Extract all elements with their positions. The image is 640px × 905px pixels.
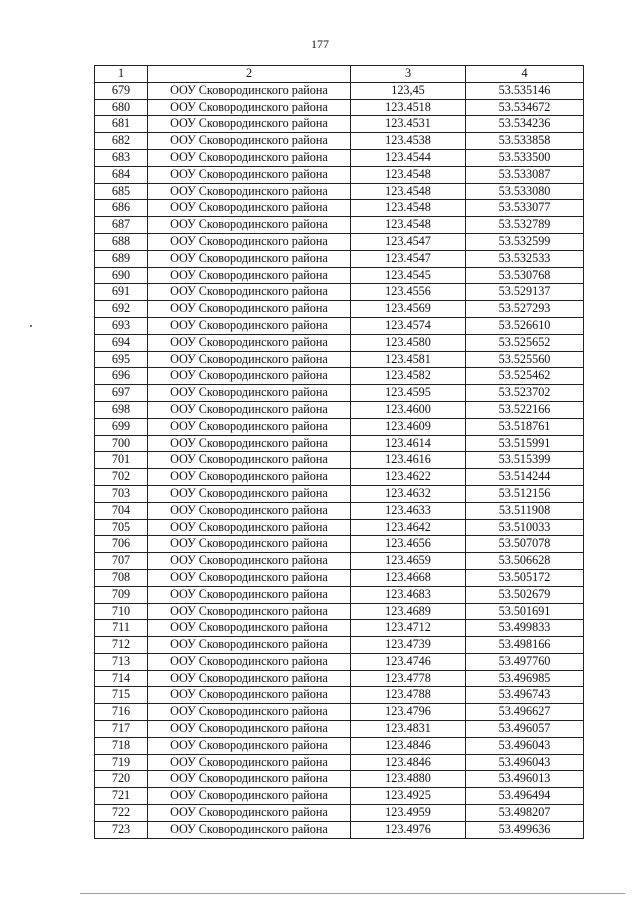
longitude-cell: 123.4544	[351, 149, 466, 166]
owner-name-cell: ООУ Сковородинского района	[148, 603, 351, 620]
latitude-cell: 53.501691	[466, 603, 584, 620]
latitude-cell: 53.515399	[466, 452, 584, 469]
table-body	[95, 82, 584, 838]
latitude-cell: 53.507078	[466, 536, 584, 553]
owner-name-cell: ООУ Сковородинского района	[148, 653, 351, 670]
owner-name-cell: ООУ Сковородинского района	[148, 502, 351, 519]
longitude-cell: 123.4609	[351, 418, 466, 435]
latitude-cell: 53.505172	[466, 569, 584, 586]
row-number-cell: 685	[95, 183, 148, 200]
table-row	[95, 788, 584, 805]
table-row	[95, 166, 584, 183]
owner-name-cell: ООУ Сковородинского района	[148, 133, 351, 150]
longitude-cell: 123.4632	[351, 485, 466, 502]
longitude-cell: 123.4616	[351, 452, 466, 469]
owner-name-cell: ООУ Сковородинского района	[148, 620, 351, 637]
longitude-cell: 123.4518	[351, 99, 466, 116]
longitude-cell: 123.4614	[351, 435, 466, 452]
latitude-cell: 53.496627	[466, 704, 584, 721]
row-number-cell: 687	[95, 217, 148, 234]
row-number-cell: 692	[95, 301, 148, 318]
table-header	[95, 66, 584, 83]
table-row	[95, 737, 584, 754]
owner-name-cell: ООУ Сковородинского района	[148, 805, 351, 822]
longitude-cell: 123.4600	[351, 401, 466, 418]
table-row	[95, 704, 584, 721]
table-row	[95, 754, 584, 771]
latitude-cell: 53.533087	[466, 166, 584, 183]
table-row	[95, 116, 584, 133]
row-number-cell: 722	[95, 805, 148, 822]
latitude-cell: 53.522166	[466, 401, 584, 418]
longitude-cell: 123.4595	[351, 385, 466, 402]
longitude-cell: 123.4976	[351, 821, 466, 838]
table-row	[95, 586, 584, 603]
table-row	[95, 502, 584, 519]
table-row	[95, 183, 584, 200]
table-row	[95, 435, 584, 452]
owner-name-cell: ООУ Сковородинского района	[148, 788, 351, 805]
owner-name-cell: ООУ Сковородинского района	[148, 401, 351, 418]
row-number-cell: 719	[95, 754, 148, 771]
longitude-cell: 123.4846	[351, 754, 466, 771]
row-number-cell: 696	[95, 368, 148, 385]
row-number-cell: 706	[95, 536, 148, 553]
header-col-2: 2	[148, 66, 351, 83]
latitude-cell: 53.502679	[466, 586, 584, 603]
latitude-cell: 53.529137	[466, 284, 584, 301]
table-row	[95, 569, 584, 586]
row-number-cell: 691	[95, 284, 148, 301]
longitude-cell: 123.4746	[351, 653, 466, 670]
row-number-cell: 694	[95, 334, 148, 351]
row-number-cell: 702	[95, 469, 148, 486]
longitude-cell: 123.4548	[351, 183, 466, 200]
longitude-cell: 123.4548	[351, 166, 466, 183]
longitude-cell: 123.4831	[351, 721, 466, 738]
longitude-cell: 123.4683	[351, 586, 466, 603]
longitude-cell: 123.4659	[351, 553, 466, 570]
owner-name-cell: ООУ Сковородинского района	[148, 217, 351, 234]
table-row	[95, 284, 584, 301]
row-number-cell: 720	[95, 771, 148, 788]
table-row	[95, 233, 584, 250]
row-number-cell: 688	[95, 233, 148, 250]
owner-name-cell: ООУ Сковородинского района	[148, 485, 351, 502]
table-row	[95, 821, 584, 838]
owner-name-cell: ООУ Сковородинского района	[148, 586, 351, 603]
row-number-cell: 697	[95, 385, 148, 402]
row-number-cell: 714	[95, 670, 148, 687]
owner-name-cell: ООУ Сковородинского района	[148, 233, 351, 250]
owner-name-cell: ООУ Сковородинского района	[148, 368, 351, 385]
row-number-cell: 723	[95, 821, 148, 838]
owner-name-cell: ООУ Сковородинского района	[148, 569, 351, 586]
latitude-cell: 53.515991	[466, 435, 584, 452]
row-number-cell: 698	[95, 401, 148, 418]
owner-name-cell: ООУ Сковородинского района	[148, 704, 351, 721]
longitude-cell: 123.4959	[351, 805, 466, 822]
row-number-cell: 717	[95, 721, 148, 738]
row-number-cell: 713	[95, 653, 148, 670]
longitude-cell: 123.4846	[351, 737, 466, 754]
header-col-3: 3	[351, 66, 466, 83]
table-row	[95, 250, 584, 267]
longitude-cell: 123.4547	[351, 250, 466, 267]
latitude-cell: 53.518761	[466, 418, 584, 435]
scan-mark	[30, 325, 32, 327]
owner-name-cell: ООУ Сковородинского района	[148, 334, 351, 351]
latitude-cell: 53.525652	[466, 334, 584, 351]
longitude-cell: 123.4633	[351, 502, 466, 519]
latitude-cell: 53.506628	[466, 553, 584, 570]
table-row	[95, 267, 584, 284]
row-number-cell: 707	[95, 553, 148, 570]
row-number-cell: 682	[95, 133, 148, 150]
latitude-cell: 53.496743	[466, 687, 584, 704]
row-number-cell: 689	[95, 250, 148, 267]
table-row	[95, 653, 584, 670]
longitude-cell: 123.4788	[351, 687, 466, 704]
longitude-cell: 123.4642	[351, 519, 466, 536]
owner-name-cell: ООУ Сковородинского района	[148, 166, 351, 183]
longitude-cell: 123.4668	[351, 569, 466, 586]
latitude-cell: 53.496043	[466, 754, 584, 771]
row-number-cell: 712	[95, 637, 148, 654]
table-row	[95, 620, 584, 637]
table-row	[95, 317, 584, 334]
owner-name-cell: ООУ Сковородинского района	[148, 267, 351, 284]
table-row	[95, 805, 584, 822]
owner-name-cell: ООУ Сковородинского района	[148, 351, 351, 368]
row-number-cell: 679	[95, 82, 148, 99]
row-number-cell: 701	[95, 452, 148, 469]
owner-name-cell: ООУ Сковородинского района	[148, 754, 351, 771]
table-row	[95, 351, 584, 368]
row-number-cell: 721	[95, 788, 148, 805]
table-row	[95, 217, 584, 234]
row-number-cell: 711	[95, 620, 148, 637]
longitude-cell: 123.4689	[351, 603, 466, 620]
row-number-cell: 693	[95, 317, 148, 334]
table-row	[95, 670, 584, 687]
row-number-cell: 699	[95, 418, 148, 435]
latitude-cell: 53.526610	[466, 317, 584, 334]
latitude-cell: 53.532599	[466, 233, 584, 250]
longitude-cell: 123.4580	[351, 334, 466, 351]
longitude-cell: 123.4712	[351, 620, 466, 637]
latitude-cell: 53.535146	[466, 82, 584, 99]
longitude-cell: 123.4739	[351, 637, 466, 654]
owner-name-cell: ООУ Сковородинского района	[148, 637, 351, 654]
owner-name-cell: ООУ Сковородинского района	[148, 149, 351, 166]
table-row	[95, 149, 584, 166]
owner-name-cell: ООУ Сковородинского района	[148, 519, 351, 536]
owner-name-cell: ООУ Сковородинского района	[148, 821, 351, 838]
owner-name-cell: ООУ Сковородинского района	[148, 183, 351, 200]
row-number-cell: 686	[95, 200, 148, 217]
table-row	[95, 469, 584, 486]
table-row	[95, 687, 584, 704]
table-row	[95, 721, 584, 738]
owner-name-cell: ООУ Сковородинского района	[148, 317, 351, 334]
latitude-cell: 53.510033	[466, 519, 584, 536]
table-row	[95, 401, 584, 418]
longitude-cell: 123.4796	[351, 704, 466, 721]
scan-edge-line	[80, 893, 625, 894]
longitude-cell: 123.4556	[351, 284, 466, 301]
table-row	[95, 771, 584, 788]
owner-name-cell: ООУ Сковородинского района	[148, 721, 351, 738]
coordinates-table	[94, 65, 584, 839]
latitude-cell: 53.512156	[466, 485, 584, 502]
header-row	[95, 66, 584, 83]
table-row	[95, 485, 584, 502]
row-number-cell: 690	[95, 267, 148, 284]
longitude-cell: 123.4548	[351, 217, 466, 234]
row-number-cell: 680	[95, 99, 148, 116]
row-number-cell: 695	[95, 351, 148, 368]
latitude-cell: 53.534236	[466, 116, 584, 133]
row-number-cell: 705	[95, 519, 148, 536]
page-number: 177	[311, 37, 329, 51]
latitude-cell: 53.530768	[466, 267, 584, 284]
latitude-cell: 53.533080	[466, 183, 584, 200]
table-row	[95, 536, 584, 553]
table-row	[95, 368, 584, 385]
latitude-cell: 53.532533	[466, 250, 584, 267]
latitude-cell: 53.525462	[466, 368, 584, 385]
latitude-cell: 53.497760	[466, 653, 584, 670]
latitude-cell: 53.523702	[466, 385, 584, 402]
longitude-cell: 123.4582	[351, 368, 466, 385]
owner-name-cell: ООУ Сковородинского района	[148, 99, 351, 116]
table-row	[95, 133, 584, 150]
row-number-cell: 704	[95, 502, 148, 519]
owner-name-cell: ООУ Сковородинского района	[148, 250, 351, 267]
owner-name-cell: ООУ Сковородинского района	[148, 200, 351, 217]
longitude-cell: 123.4548	[351, 200, 466, 217]
table-row	[95, 452, 584, 469]
row-number-cell: 681	[95, 116, 148, 133]
row-number-cell: 703	[95, 485, 148, 502]
longitude-cell: 123.4656	[351, 536, 466, 553]
latitude-cell: 53.499636	[466, 821, 584, 838]
owner-name-cell: ООУ Сковородинского района	[148, 82, 351, 99]
longitude-cell: 123.4531	[351, 116, 466, 133]
table-row	[95, 519, 584, 536]
longitude-cell: 123.4778	[351, 670, 466, 687]
row-number-cell: 684	[95, 166, 148, 183]
latitude-cell: 53.534672	[466, 99, 584, 116]
table-row	[95, 200, 584, 217]
row-number-cell: 683	[95, 149, 148, 166]
row-number-cell: 700	[95, 435, 148, 452]
row-number-cell: 710	[95, 603, 148, 620]
row-number-cell: 718	[95, 737, 148, 754]
longitude-cell: 123.4581	[351, 351, 466, 368]
owner-name-cell: ООУ Сковородинского района	[148, 553, 351, 570]
header-col-4: 4	[466, 66, 584, 83]
longitude-cell: 123.4538	[351, 133, 466, 150]
latitude-cell: 53.498207	[466, 805, 584, 822]
owner-name-cell: ООУ Сковородинского района	[148, 385, 351, 402]
row-number-cell: 716	[95, 704, 148, 721]
owner-name-cell: ООУ Сковородинского района	[148, 737, 351, 754]
owner-name-cell: ООУ Сковородинского района	[148, 452, 351, 469]
table-row	[95, 603, 584, 620]
latitude-cell: 53.496985	[466, 670, 584, 687]
latitude-cell: 53.527293	[466, 301, 584, 318]
longitude-cell: 123.4545	[351, 267, 466, 284]
owner-name-cell: ООУ Сковородинского района	[148, 116, 351, 133]
header-col-1: 1	[95, 66, 148, 83]
table-row	[95, 82, 584, 99]
owner-name-cell: ООУ Сковородинского района	[148, 687, 351, 704]
latitude-cell: 53.514244	[466, 469, 584, 486]
latitude-cell: 53.533077	[466, 200, 584, 217]
longitude-cell: 123.4569	[351, 301, 466, 318]
table-row	[95, 637, 584, 654]
latitude-cell: 53.496013	[466, 771, 584, 788]
latitude-cell: 53.525560	[466, 351, 584, 368]
row-number-cell: 715	[95, 687, 148, 704]
table-row	[95, 301, 584, 318]
owner-name-cell: ООУ Сковородинского района	[148, 771, 351, 788]
latitude-cell: 53.496494	[466, 788, 584, 805]
longitude-cell: 123.4574	[351, 317, 466, 334]
latitude-cell: 53.532789	[466, 217, 584, 234]
owner-name-cell: ООУ Сковородинского района	[148, 284, 351, 301]
table-row	[95, 418, 584, 435]
longitude-cell: 123,45	[351, 82, 466, 99]
owner-name-cell: ООУ Сковородинского района	[148, 536, 351, 553]
latitude-cell: 53.496057	[466, 721, 584, 738]
longitude-cell: 123.4880	[351, 771, 466, 788]
longitude-cell: 123.4547	[351, 233, 466, 250]
latitude-cell: 53.496043	[466, 737, 584, 754]
owner-name-cell: ООУ Сковородинского района	[148, 418, 351, 435]
row-number-cell: 708	[95, 569, 148, 586]
owner-name-cell: ООУ Сковородинского района	[148, 670, 351, 687]
table-row	[95, 385, 584, 402]
latitude-cell: 53.498166	[466, 637, 584, 654]
owner-name-cell: ООУ Сковородинского района	[148, 469, 351, 486]
table-row	[95, 334, 584, 351]
latitude-cell: 53.499833	[466, 620, 584, 637]
table-row	[95, 553, 584, 570]
owner-name-cell: ООУ Сковородинского района	[148, 435, 351, 452]
row-number-cell: 709	[95, 586, 148, 603]
table-row	[95, 99, 584, 116]
longitude-cell: 123.4622	[351, 469, 466, 486]
longitude-cell: 123.4925	[351, 788, 466, 805]
owner-name-cell: ООУ Сковородинского района	[148, 301, 351, 318]
latitude-cell: 53.511908	[466, 502, 584, 519]
latitude-cell: 53.533500	[466, 149, 584, 166]
latitude-cell: 53.533858	[466, 133, 584, 150]
